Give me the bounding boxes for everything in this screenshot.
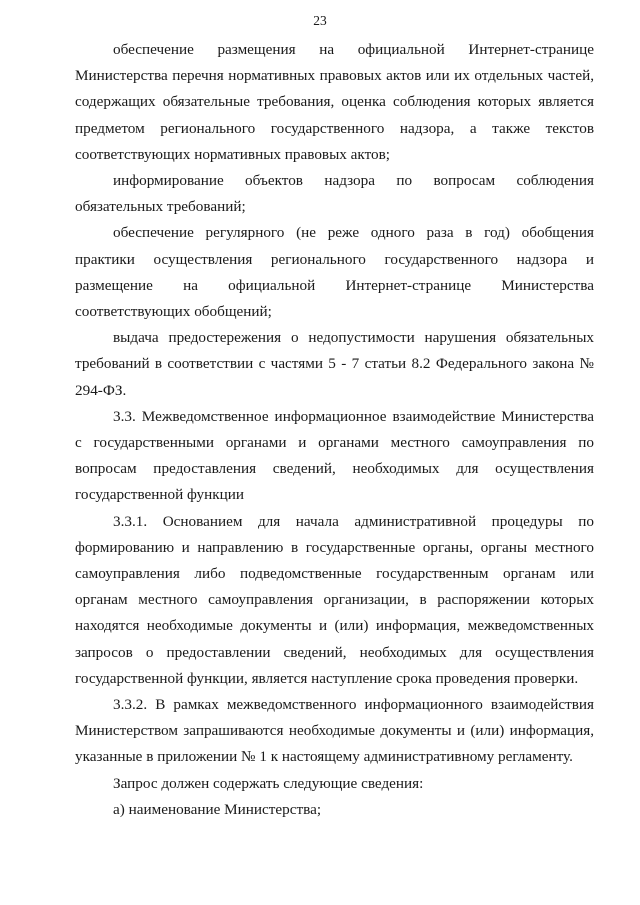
paragraph-generalization: обеспечение регулярного (не реже одного раза в год) обобщения практики осуществления регионального государственного надзора и размещение на официальной Интернет-странице Министерства соответствующих обобщений; bbox=[75, 224, 594, 321]
paragraph-request-contents: Запрос должен содержать следующие сведения: bbox=[113, 774, 424, 792]
section-3-3-heading: 3.3. Межведомственное информационное взаимодействие Министерства с государственными органами и органами местного самоуправления по вопросам предоставления сведений, необходимых для осуществления государственной функции bbox=[75, 407, 594, 504]
page-number: 23 bbox=[313, 13, 327, 28]
paragraph-publication: обеспечение размещения на официальной Интернет-странице Министерства перечня нормативных правовых актов или их отдельных частей, содержащих обязательные требования, оценка соблюдения которых является предметом регионального государственного надзора, а также текстов соответствующих нормативных правовых актов; bbox=[75, 41, 594, 163]
section-3-3-1: 3.3.1. Основанием для начала административной процедуры по формированию и направлению в государственные органы, органы местного самоуправления либо подведомственные государственным органам или органам местного самоуправления организации, в распоряжении которых находятся необходимые документы и (или) информация, межведомственных запросов о предоставлении сведений, необходимых для осуществления государственной функции, является наступление срока проведения проверки. bbox=[75, 512, 594, 687]
list-item-a: а) наименование Министерства; bbox=[113, 800, 322, 818]
document-body bbox=[75, 37, 594, 823]
section-3-3-2: 3.3.2. В рамках межведомственного информационного взаимодействия Министерством запрашиваются необходимые документы и (или) информация, указанные в приложении № 1 к настоящему административному регламенту. bbox=[75, 696, 594, 766]
paragraph-informing: информирование объектов надзора по вопросам соблюдения обязательных требований; bbox=[75, 172, 594, 216]
paragraph-warning: выдача предостережения о недопустимости нарушения обязательных требований в соответствии с частями 5 - 7 статьи 8.2 Федерального закона № 294-ФЗ. bbox=[75, 329, 594, 399]
